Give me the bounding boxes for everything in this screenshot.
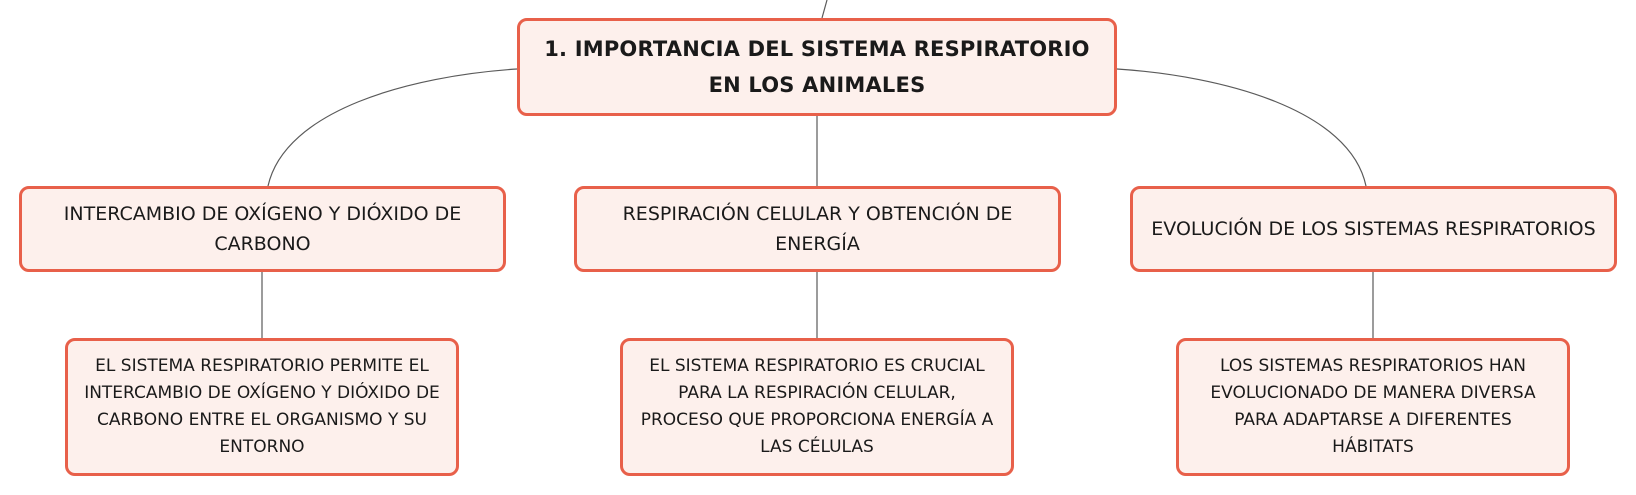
- leaf-node-text: EL SISTEMA RESPIRATORIO ES CRUCIAL PARA LA RESPIRACIÓN CELULAR, PROCESO QUE PROPORCIONA ENERGÍA A LAS CÉLULAS: [640, 356, 994, 457]
- branch-node-cellular-respiration[interactable]: [574, 186, 1061, 272]
- leaf-node-text: EL SISTEMA RESPIRATORIO PERMITE EL INTERCAMBIO DE OXÍGENO Y DIÓXIDO DE CARBONO ENTRE EL ORGANISMO Y SU ENTORNO: [84, 356, 440, 457]
- branch-node-label: RESPIRACIÓN CELULAR Y OBTENCIÓN DE ENERGÍA: [622, 203, 1013, 255]
- leaf-node-text: LOS SISTEMAS RESPIRATORIOS HAN EVOLUCIONADO DE MANERA DIVERSA PARA ADAPTARSE A DIFERENTES HÁBITATS: [1210, 356, 1536, 457]
- branch-node-label: EVOLUCIÓN DE LOS SISTEMAS RESPIRATORIOS: [1151, 218, 1596, 240]
- leaf-node-evolution-detail[interactable]: [1176, 338, 1570, 476]
- root-node-title: 1. IMPORTANCIA DEL SISTEMA RESPIRATORIO EN LOS ANIMALES: [544, 37, 1090, 97]
- leaf-node-oxygen-exchange-detail[interactable]: [65, 338, 459, 476]
- connector-root-to-branch-3: [1117, 69, 1366, 186]
- leaf-node-cellular-respiration-detail[interactable]: [620, 338, 1014, 476]
- branch-node-evolution[interactable]: [1130, 186, 1617, 272]
- branch-node-oxygen-exchange[interactable]: [19, 186, 506, 272]
- branch-node-label: INTERCAMBIO DE OXÍGENO Y DIÓXIDO DE CARBONO: [63, 203, 462, 255]
- root-node[interactable]: [517, 18, 1117, 116]
- connector-root-to-branch-1: [268, 69, 517, 186]
- connector-parent-to-root: [822, 0, 827, 18]
